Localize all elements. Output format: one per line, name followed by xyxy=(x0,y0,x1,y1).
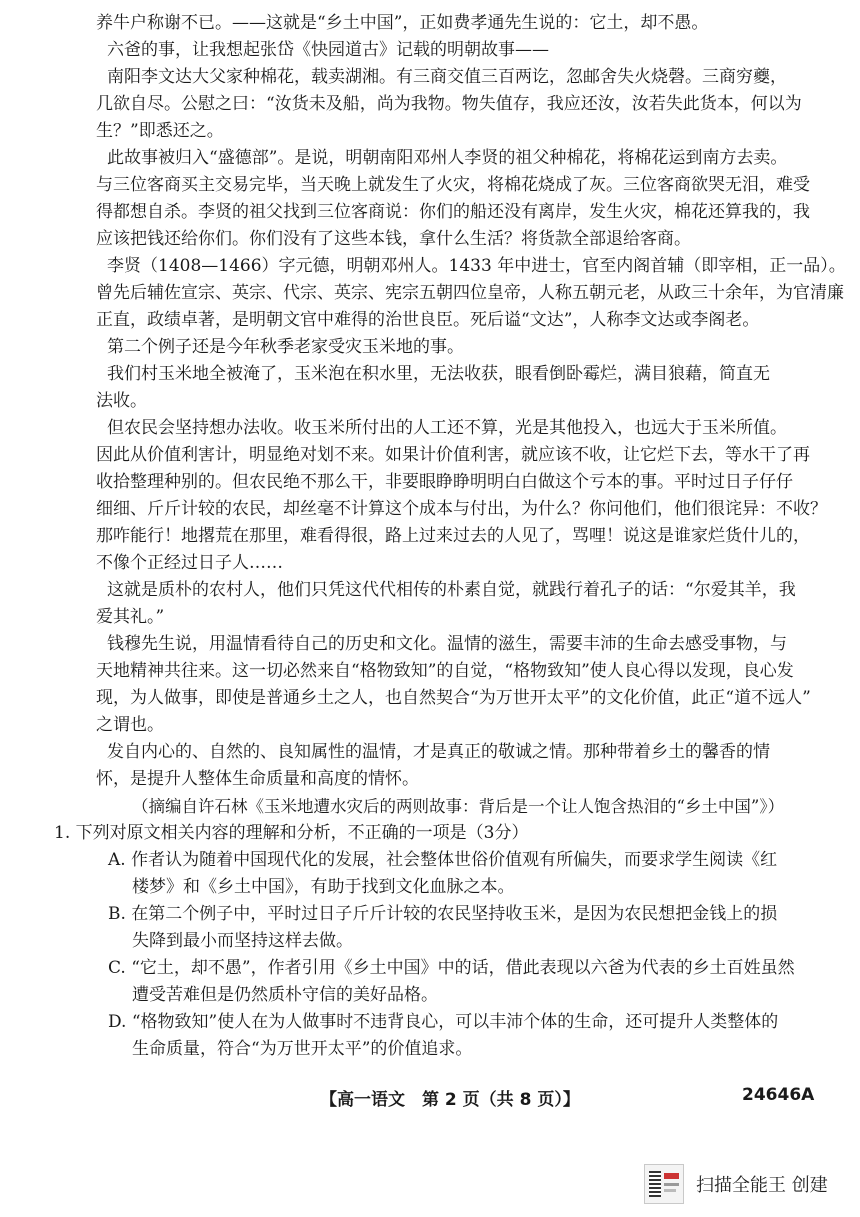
passage-line: 收拾整理种别的。但农民绝不那么干，非要眼睁睁明明白白做这个亏本的事。平时过日子仔仔 xyxy=(96,472,793,492)
passage-line: 得都想自杀。李贤的祖父找到三位客商说：你们的船还没有离岸，发生火灾，棉花还算我的，我 xyxy=(96,202,810,222)
option-a: A. 作者认为随着中国现代化的发展，社会整体世俗价值观有所偏失，而要求学生阅读《红 xyxy=(108,850,778,870)
option-b-continued: 失降到最小而坚持这样去做。 xyxy=(132,931,353,951)
passage-line: 我们村玉米地全被淹了，玉米泡在积水里，无法收获，眼看倒卧霉烂，满目狼藉，简直无 xyxy=(107,364,770,384)
passage-line: 但农民会坚持想办法收。收玉米所付出的人工还不算，光是其他投入，也远大于玉米所值。 xyxy=(107,418,787,438)
option-a-continued: 楼梦》和《乡土中国》，有助于找到文化血脉之本。 xyxy=(132,877,515,897)
passage-line: 此故事被归入“盛德部”。是说，明朝南阳邓州人李贤的祖父种棉花，将棉花运到南方去卖。 xyxy=(107,148,788,168)
passage-line: 爱其礼。” xyxy=(96,607,165,627)
passage-line: 应该把钱还给你们。你们没有了这些本钱，拿什么生活？将货款全部退给客商。 xyxy=(96,229,691,249)
passage-line: 与三位客商买主交易完毕，当天晚上就发生了火灾，将棉花烧成了灰。三位客商欲哭无泪，难受 xyxy=(96,175,810,195)
passage xyxy=(54,10,846,1063)
passage-line: 南阳李文达大父家种棉花，载卖湖湘。有三商交值三百两讫，忽邮舍失火烧磬。三商穷夔， xyxy=(107,67,787,87)
passage-line: 法收。 xyxy=(96,391,147,411)
passage-line: 细细、斤斤计较的农民，却丝毫不计算这个成本与付出，为什么？你问他们，他们很诧异：不收？ xyxy=(96,499,827,519)
option-c-continued: 遭受苦难但是仍然质朴守信的美好品格。 xyxy=(132,985,438,1005)
passage-line: 第二个例子还是今年秋季老家受灾玉米地的事。 xyxy=(107,337,464,357)
passage-line: 几欲自尽。公慰之曰：“汝货未及船，尚为我物。物失值存，我应还汝，汝若失此货本，何以为 xyxy=(96,94,802,114)
passage-line: 生？”即悉还之。 xyxy=(96,121,224,141)
passage-line: 六爸的事，让我想起张岱《快园道古》记载的明朝故事—— xyxy=(107,40,549,60)
passage-line: 天地精神共往来。这一切必然来自“格物致知”的自觉，“格物致知”使人良心得以发现，良心发 xyxy=(96,661,794,681)
watermark-text: 扫描全能王 创建 xyxy=(696,1175,828,1196)
option-b: B. 在第二个例子中，平时过日子斤斤计较的农民坚持收玉米，是因为农民想把金钱上的损 xyxy=(108,904,778,924)
scanner-watermark xyxy=(644,1163,828,1205)
passage-line: 李贤（1408—1466）字元德，明朝邓州人。1433 年中进士，官至内阁首辅（即宰相，正一品）。 xyxy=(107,256,846,276)
passage-line: 发自内心的、自然的、良知属性的温情，才是真正的敬诚之情。那种带着乡土的馨香的情 xyxy=(107,742,770,762)
passage-line: 不像个正经过日子人…… xyxy=(96,553,283,573)
option-d: D. “格物致知”使人在为人做事时不违背良心，可以丰沛个体的生命，还可提升人类整体的 xyxy=(108,1012,779,1032)
source-citation: （摘编自许石林《玉米地遭水灾后的两则故事：背后是一个让人饱含热泪的“乡土中国”》） xyxy=(132,797,785,816)
option-c: C. “它土，却不愚”，作者引用《乡土中国》中的话，借此表现以六爸为代表的乡土百姓虽然 xyxy=(108,958,795,978)
camscanner-logo-icon xyxy=(644,1164,684,1204)
passage-line: 那咋能行！地撂荒在那里，难看得很，路上过来过去的人见了，骂哩！说这是谁家烂货什儿的， xyxy=(96,526,810,546)
option-d-continued: 生命质量，符合“为万世开太平”的价值追求。 xyxy=(132,1039,473,1059)
page-footer xyxy=(0,1085,860,1115)
passage-line: 现，为人做事，即使是普通乡土之人，也自然契合“为万世开太平”的文化价值，此正“道不远人” xyxy=(96,688,811,708)
paper-code: 24646A xyxy=(742,1085,815,1105)
passage-line: 养牛户称谢不已。——这就是“乡土中国”，正如费孝通先生说的：它土，却不愚。 xyxy=(96,13,709,33)
passage-line: 钱穆先生说，用温情看待自己的历史和文化。温情的滋生，需要丰沛的生命去感受事物，与 xyxy=(107,634,787,654)
passage-line: 之谓也。 xyxy=(96,715,164,735)
passage-line: 曾先后辅佐宣宗、英宗、代宗、英宗、宪宗五朝四位皇帝，人称五朝元老，从政三十余年，为官清廉 xyxy=(96,283,844,303)
question-stem: 1. 下列对原文相关内容的理解和分析，不正确的一项是（3分） xyxy=(54,823,529,843)
page-number-label: 【高一语文 第 2 页（共 8 页）】 xyxy=(320,1090,580,1110)
passage-line: 正直，政绩卓著，是明朝文官中难得的治世良臣。死后谥“文达”，人称李文达或李阁老。 xyxy=(96,310,760,330)
passage-line: 这就是质朴的农村人，他们只凭这代代相传的朴素自觉，就践行着孔子的话：“尔爱其羊，我 xyxy=(107,580,796,600)
passage-line: 怀，是提升人整体生命质量和高度的情怀。 xyxy=(96,769,419,789)
passage-line: 因此从价值利害计，明显绝对划不来。如果计价值利害，就应该不收，让它烂下去，等水干了再 xyxy=(96,445,810,465)
